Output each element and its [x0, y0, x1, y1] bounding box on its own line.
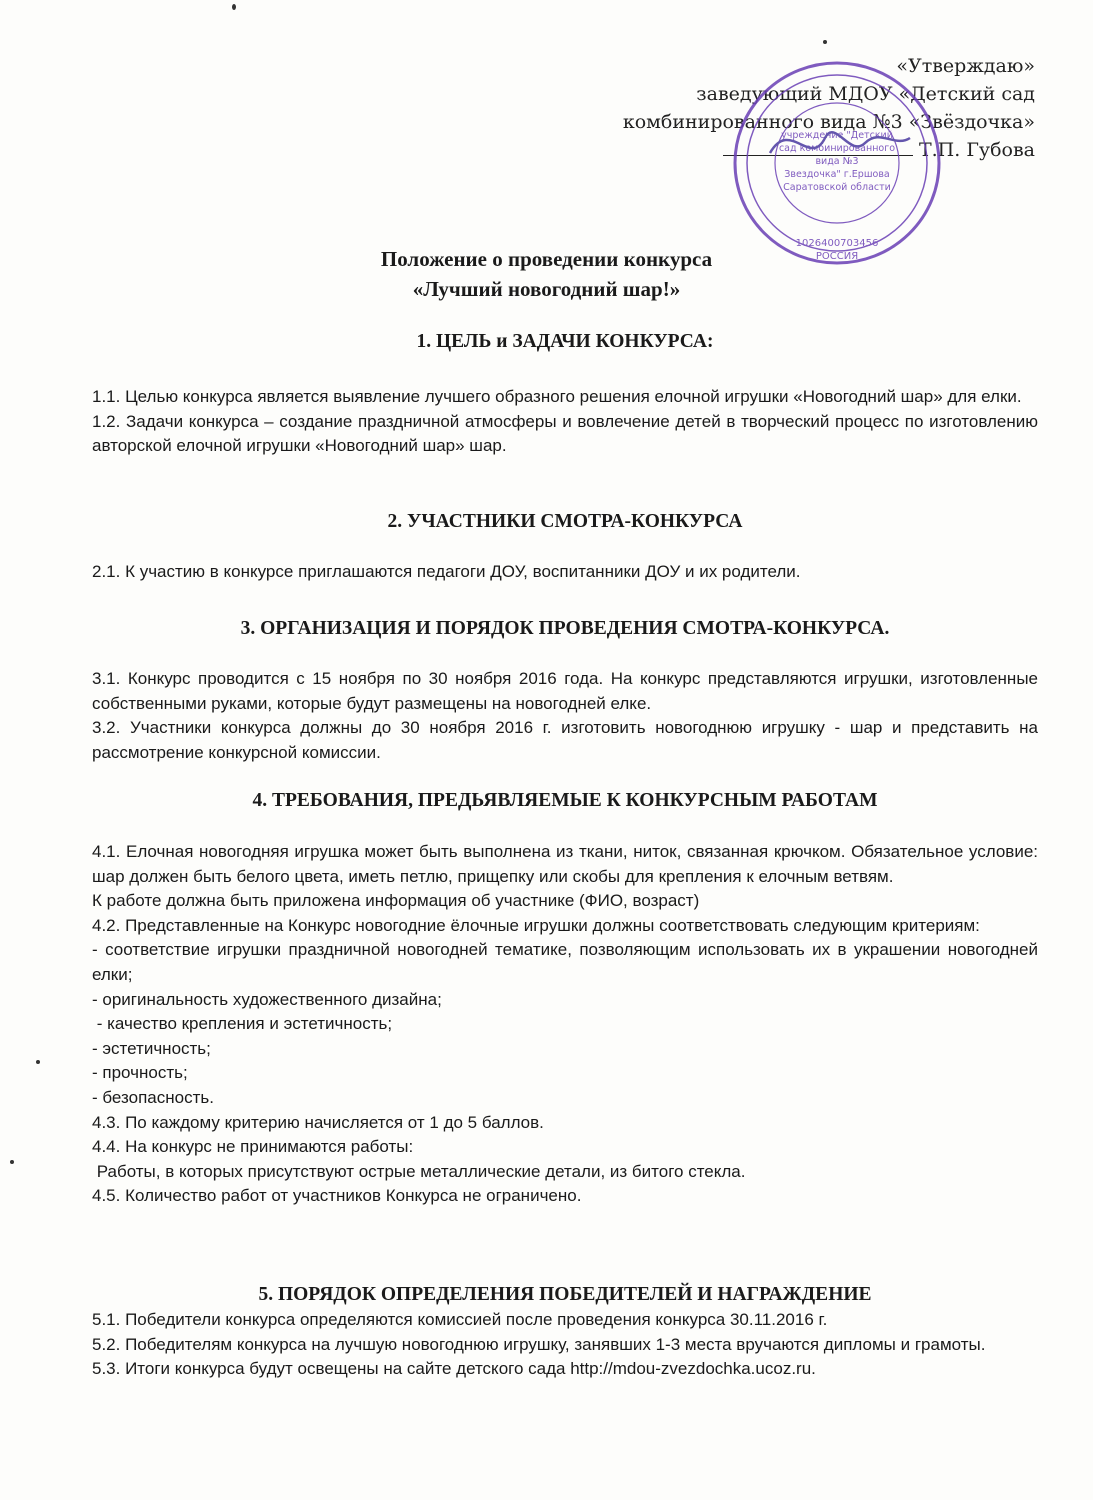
criterion-4: - эстетичность;: [92, 1038, 211, 1058]
title-line-2: «Лучший новогодний шар!»: [412, 277, 681, 301]
section-4-heading: 4. ТРЕБОВАНИЯ, ПРЕДЬЯВЛЯЕМЫЕ К КОНКУРСНЫМ РАБОТАМ: [252, 790, 878, 811]
svg-text:РОССИЯ: РОССИЯ: [815, 251, 859, 262]
paragraph-3-1: 3.1. Конкурс проводится с 15 ноября по 30 ноября 2016 года. На конкурс представляются игрушки, изготовленные собственными руками, которые будут размещены на новогодней елке.: [92, 669, 1038, 713]
svg-text:1026400703456: 1026400703456: [795, 238, 879, 249]
paragraph-4-4: 4.4. На конкурс не принимаются работы:: [92, 1137, 414, 1157]
criterion-2: - оригинальность художественного дизайна;: [92, 989, 442, 1009]
svg-text:вида №3: вида №3: [815, 156, 859, 167]
scan-speck: [10, 1160, 14, 1164]
approval-organization: комбинированного вида №3 «Звёздочка»: [622, 111, 1035, 133]
svg-text:сад комбинированного: сад комбинированного: [778, 143, 896, 154]
paragraph-1-1: 1.1. Целью конкурса является выявление лучшего образного решения елочной игрушки «Новогодний шар» для елки.: [92, 387, 1022, 406]
approval-title: «Утверждаю»: [896, 55, 1035, 77]
document-title: [0, 244, 1093, 304]
section-2-heading: 2. УЧАСТНИКИ СМОТРА-КОНКУРСА: [387, 511, 743, 532]
criterion-5: - прочность;: [92, 1063, 188, 1083]
paragraph-5-2: 5.2. Победителям конкурса на лучшую новогоднюю игрушку, занявших 1-3 места вручаются дипломы и грамоты.: [92, 1334, 986, 1354]
section-1-body: [92, 385, 1038, 459]
paragraph-4-5: 4.5. Количество работ от участников Конкурса не ограничено.: [92, 1186, 582, 1206]
paragraph-4-1: 4.1. Елочная новогодняя игрушка может быть выполнена из ткани, ниток, связанная крючком. Обязательное условие: шар должен быть белого цвета, иметь петлю, прищепку или скобы для крепления к елочным ветвям.: [92, 842, 1038, 886]
approval-position: заведующий МДОУ «Детский сад: [696, 83, 1035, 105]
paragraph-1-2: 1.2. Задачи конкурса – создание праздничной атмосферы и вовлечение детей в творческий процесс по изготовлению авторской елочной игрушки «Новогодний шар» шар.: [92, 411, 1038, 456]
svg-text:Саратовской области: Саратовской области: [783, 182, 891, 193]
signatory-name: Т.П. Губова: [918, 139, 1035, 161]
section-1-heading: 1. ЦЕЛЬ и ЗАДАЧИ КОНКУРСА:: [416, 331, 714, 352]
section-4-body: [92, 840, 1038, 1209]
official-stamp: [730, 58, 945, 268]
title-line-1: Положение о проведении конкурса: [380, 247, 713, 271]
paragraph-4-3: 4.3. По каждому критерию начисляется от 1 до 5 баллов.: [92, 1112, 544, 1132]
scan-speck: [232, 4, 236, 10]
criterion-6: - безопасность.: [92, 1087, 214, 1107]
svg-text:Звездочка" г.Ершова: Звездочка" г.Ершова: [784, 169, 890, 180]
section-5-heading: 5. ПОРЯДОК ОПРЕДЕЛЕНИЯ ПОБЕДИТЕЛЕЙ И НАГРАЖДЕНИЕ: [258, 1284, 872, 1305]
paragraph-4-2: 4.2. Представленные на Конкурс новогодние ёлочные игрушки должны соответствовать следующим критериям:: [92, 915, 980, 935]
paragraph-4-1-note: К работе должна быть приложена информация об участнике (ФИО, возраст): [92, 891, 700, 911]
scan-speck: [36, 1060, 40, 1064]
section-3-heading: 3. ОРГАНИЗАЦИЯ И ПОРЯДОК ПРОВЕДЕНИЯ СМОТРА-КОНКУРСА.: [240, 618, 890, 639]
section-3-body: [92, 667, 1038, 765]
paragraph-5-3: 5.3. Итоги конкурса будут освещены на сайте детского сада http://mdou-zvezdochka.ucoz.ru.: [92, 1359, 816, 1379]
scan-speck: [823, 40, 827, 44]
criterion-1: - соответствие игрушки праздничной новогодней тематике, позволяющим использовать их в украшении новогодней елки;: [92, 940, 1038, 984]
paragraph-5-1: 5.1. Победители конкурса определяются комиссией после проведения конкурса 30.11.2016 г.: [92, 1310, 828, 1329]
section-5-body: [92, 1308, 1038, 1382]
svg-text:учреждение "Детский: учреждение "Детский: [781, 130, 893, 141]
paragraph-4-4-note: Работы, в которых присутствуют острые металлические детали, из битого стекла.: [92, 1161, 746, 1181]
paragraph-3-2: 3.2. Участники конкурса должны до 30 ноября 2016 г. изготовить новогоднюю игрушку - шар и представить на рассмотрение конкурсной комиссии.: [92, 718, 1038, 762]
criterion-3: - качество крепления и эстетичность;: [92, 1014, 393, 1034]
paragraph-2-1: 2.1. К участию в конкурсе приглашаются педагоги ДОУ, воспитанники ДОУ и их родители.: [92, 562, 801, 581]
